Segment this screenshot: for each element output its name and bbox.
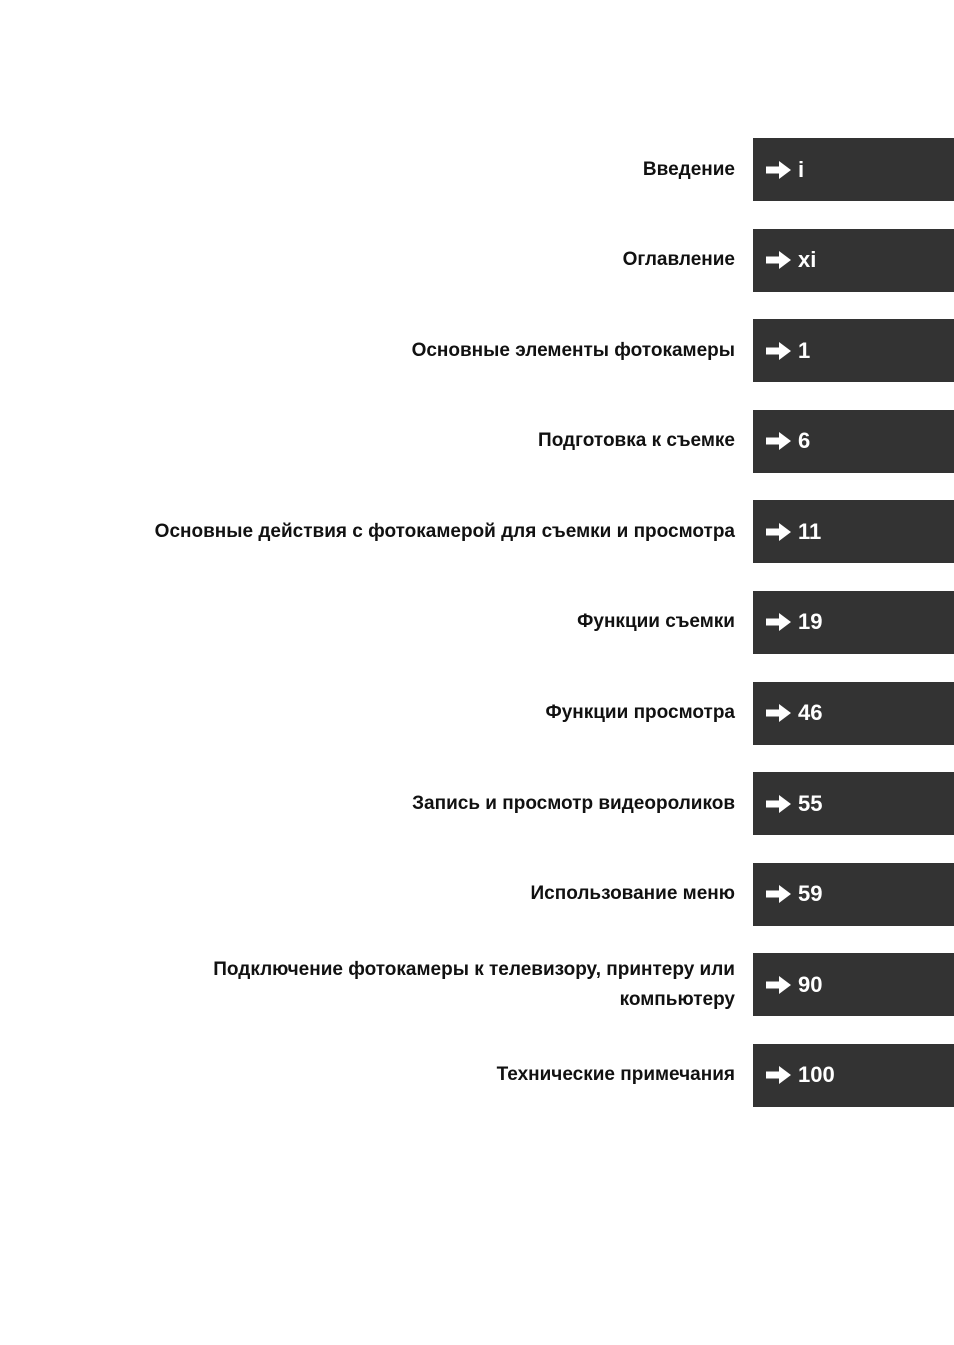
toc-title: Основные действия с фотокамерой для съемки и просмотра (154, 520, 735, 542)
toc-title: Основные элементы фотокамеры (411, 339, 735, 361)
right-arrow-icon (765, 975, 792, 995)
toc-page-number: 46 (798, 700, 823, 726)
toc-page-tab[interactable] (753, 229, 954, 292)
toc-page-number: 1 (798, 337, 811, 363)
right-arrow-icon (765, 703, 792, 723)
toc-row-shooting-features (0, 591, 954, 654)
right-arrow-icon (765, 160, 792, 180)
toc-row-camera-parts (0, 319, 954, 382)
toc-page-tab[interactable] (753, 1044, 954, 1107)
right-arrow-icon (765, 884, 792, 904)
toc-row-preparation (0, 410, 954, 473)
toc-row-contents (0, 229, 954, 292)
toc-title: Технические примечания (496, 1064, 735, 1086)
toc-row-menus (0, 863, 954, 926)
toc-page-number: 11 (798, 518, 822, 544)
toc-title: Оглавление (622, 249, 735, 271)
toc-page-number: 100 (798, 1062, 835, 1088)
toc-page-number: 6 (798, 428, 811, 454)
right-arrow-icon (765, 1065, 792, 1085)
toc-page-tab[interactable] (753, 772, 954, 835)
toc-page-tab[interactable] (753, 591, 954, 654)
toc-page-number: 19 (798, 609, 823, 635)
toc-title: Функции просмотра (545, 702, 735, 724)
toc-page-number: 90 (798, 971, 823, 997)
toc-page-number: 55 (798, 790, 823, 816)
toc-page-tab[interactable] (753, 682, 954, 745)
toc-row-introduction (0, 138, 954, 201)
right-arrow-icon (765, 431, 792, 451)
table-of-contents (0, 138, 954, 1135)
toc-title: Запись и просмотр видеороликов (412, 792, 735, 814)
right-arrow-icon (765, 612, 792, 632)
toc-row-basic-operations (0, 500, 954, 563)
toc-row-playback-features (0, 682, 954, 745)
toc-page-tab[interactable] (753, 500, 954, 563)
toc-title: Подключение фотокамеры к телевизору, принтеру или компьютеру (213, 958, 735, 1010)
right-arrow-icon (765, 794, 792, 814)
toc-page-tab[interactable] (753, 410, 954, 473)
toc-page-tab[interactable] (753, 953, 954, 1016)
toc-page-number: xi (798, 247, 817, 273)
toc-title: Введение (642, 158, 735, 180)
toc-row-movies (0, 772, 954, 835)
right-arrow-icon (765, 250, 792, 270)
toc-row-technical-notes (0, 1044, 954, 1107)
toc-row-connections (0, 953, 954, 1016)
toc-page-tab[interactable] (753, 138, 954, 201)
toc-title: Использование меню (530, 883, 735, 905)
toc-page-tab[interactable] (753, 863, 954, 926)
toc-page-number: i (798, 156, 805, 182)
toc-page-tab[interactable] (753, 319, 954, 382)
right-arrow-icon (765, 341, 792, 361)
toc-page-number: 59 (798, 881, 823, 907)
right-arrow-icon (765, 522, 792, 542)
toc-title: Функции съемки (577, 611, 735, 633)
toc-title: Подготовка к съемке (538, 430, 735, 452)
